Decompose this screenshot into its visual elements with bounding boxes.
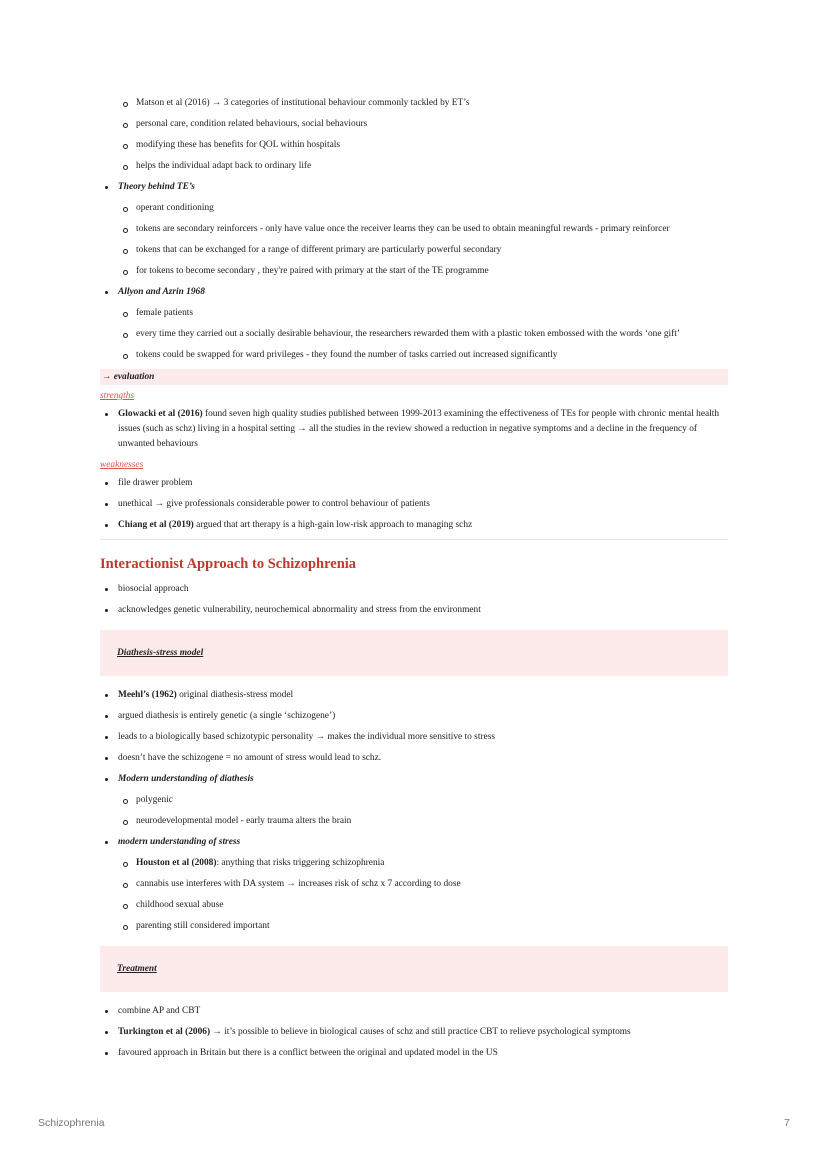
strengths-list (100, 407, 728, 452)
diathesis-list (100, 688, 728, 934)
list-item: modifying these has benefits for QOL within hospitals (118, 138, 728, 153)
citation: Turkington et al (2006) (118, 1027, 211, 1037)
modern-diathesis-heading: Modern understanding of diathesis (100, 772, 728, 787)
list-item: cannabis use interferes with DA system → increases risk of schz x 7 according to dose (118, 877, 728, 892)
callout-text: Diathesis-stress model (117, 648, 204, 658)
theory-heading: Theory behind TE’s (100, 180, 728, 195)
list-item (100, 688, 728, 703)
list-item-text: : anything that risks triggering schizophrenia (216, 858, 385, 868)
list-item: argued diathesis is entirely genetic (a single ‘schizogene’) (100, 709, 728, 724)
footer-title: Schizophrenia (38, 1117, 105, 1129)
list-item (100, 518, 728, 533)
document-content (100, 96, 728, 1067)
citation: Glowacki et al (2016) (118, 409, 203, 419)
citation: Chiang et al (2019) (118, 520, 194, 530)
list-item: female patients (118, 306, 728, 321)
list-item: acknowledges genetic vulnerability, neurochemical abnormality and stress from the environment (100, 603, 728, 618)
list-item: personal care, condition related behaviours, social behaviours (118, 117, 728, 132)
list-item: tokens are secondary reinforcers - only have value once the receiver learns they can be used to obtain meaningful rewards - primary reinforcer (118, 222, 728, 237)
list-item: biosocial approach (100, 582, 728, 597)
citation: Meehl’s (1962) (118, 690, 177, 700)
list-item: tokens that can be exchanged for a range of different primary are particularly powerful secondary (118, 243, 728, 258)
callout-text: Treatment (117, 964, 157, 974)
citation: Houston et al (2008) (136, 858, 217, 868)
list-item: doesn’t have the schizogene = no amount of stress would lead to schz. (100, 751, 728, 766)
interactionist-list (100, 582, 728, 618)
treatment-list (100, 1004, 728, 1061)
list-item: unethical → give professionals considerable power to control behaviour of patients (100, 497, 728, 512)
list-item (100, 1025, 728, 1040)
weaknesses-list (100, 476, 728, 533)
list-item: neurodevelopmental model - early trauma alters the brain (118, 814, 728, 829)
list-item: Matson et al (2016) → 3 categories of institutional behaviour commonly tackled by ET’s (118, 96, 728, 111)
treatment-callout (100, 946, 728, 992)
diathesis-callout (100, 630, 728, 676)
list-item: favoured approach in Britain but there is a conflict between the original and updated model in the US (100, 1046, 728, 1061)
list-item-text: original diathesis-stress model (176, 690, 294, 700)
list-item (100, 407, 728, 452)
list-item: helps the individual adapt back to ordinary life (118, 159, 728, 174)
weaknesses-label[interactable]: weaknesses (100, 460, 144, 470)
list-item: file drawer problem (100, 476, 728, 491)
list-item: parenting still considered important (118, 919, 728, 934)
list-item: tokens could be swapped for ward privileges - they found the number of tasks carried out increased significantly (118, 348, 728, 363)
list-item: for tokens to become secondary , they're paired with primary at the start of the TE programme (118, 264, 728, 279)
list-item-text: found seven high quality studies published between 1999-2013 examining the effectiveness of TEs for people with chronic mental health issues (such as schz) living in a hospital setting → all the studies in the review showed a reduction in negative symptoms and a decline in the frequency of unwanted behaviours (118, 409, 720, 449)
list-item: every time they carried out a socially desirable behaviour, the researchers rewarded them with a plastic token embossed with the words ‘one gift’ (118, 327, 728, 342)
modern-stress-heading: modern understanding of stress (100, 835, 728, 850)
list-item-text: → it’s possible to believe in biological causes of schz and still practice CBT to relieve psychological symptoms (210, 1027, 631, 1037)
divider (100, 539, 728, 540)
top-list (100, 96, 728, 363)
page-number: 7 (784, 1117, 790, 1129)
evaluation-callout: → evaluation (100, 369, 728, 385)
list-item: leads to a biologically based schizotypic personality → makes the individual more sensitive to stress (100, 730, 728, 745)
list-item: polygenic (118, 793, 728, 808)
list-item: childhood sexual abuse (118, 898, 728, 913)
strengths-label[interactable]: strengths (100, 391, 135, 401)
allyon-heading: Allyon and Azrin 1968 (100, 285, 728, 300)
list-item (118, 856, 728, 871)
section-title: Interactionist Approach to Schizophrenia (100, 556, 357, 572)
list-item: combine AP and CBT (100, 1004, 728, 1019)
list-item: operant conditioning (118, 201, 728, 216)
list-item-text: argued that art therapy is a high-gain low-risk approach to managing schz (193, 520, 473, 530)
